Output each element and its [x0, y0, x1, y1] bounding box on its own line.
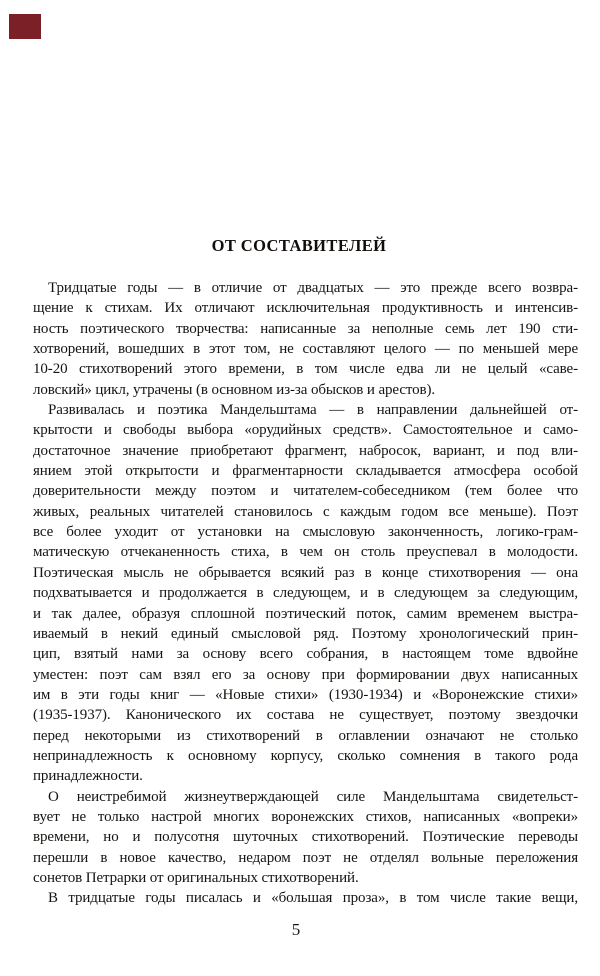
text-line: матическую отчеканенность стиха, в чем он столь преуспевал в молодости. — [33, 544, 578, 561]
text-line: перешли в новое качество, недаром поэт не отделял вольные переложения — [33, 849, 578, 866]
text-line: цип, взятый нами за основу всего собрания, в настоящем томе вдвойне — [33, 646, 578, 663]
text-line: Поэтическая мысль не обрывается всякий раз в конце стихотворения — она — [33, 564, 578, 581]
paragraph — [33, 787, 578, 889]
text-line: Развивалась и поэтика Мандельштама — в направлении дальнейшей от- — [48, 402, 578, 419]
text-line: янием этой открытости и фрагментарности складывается атмосфера особой — [33, 463, 578, 480]
text-line: достаточное значение приобретают фрагмент, набросок, вариант, и под вли- — [33, 442, 578, 459]
paragraph — [33, 278, 578, 400]
text-line: О неистребимой жизнеутверждающей силе Мандельштама свидетельст- — [48, 788, 578, 805]
text-line: подхватывается и продолжается в следующем, и в следующем за следующим, — [33, 585, 578, 602]
text-line: вует не только настрой многих воронежских стихов, написанных «вопреки» — [33, 808, 578, 825]
text-line: все более уходит от установки на смысловую законченность, логико-грам- — [33, 524, 578, 541]
corner-red-marker — [9, 14, 41, 39]
text-line: непринадлежность к основному корпусу, сколько сомнения в такого рода — [33, 747, 578, 764]
text-line: и так далее, образуя сплошной поэтический поток, самим временем выстра- — [33, 605, 578, 622]
text-line: В тридцатые годы писалась и «большая проза», в том числе такие вещи, — [48, 890, 578, 907]
text-line: хотворений, вошедших в этот том, не составляют целого — по меньшей мере — [33, 341, 578, 358]
text-line: принадлежности. — [33, 768, 143, 785]
text-line: (1935-1937). Канонического их состава не существует, поэтому звездочки — [33, 707, 578, 724]
text-line: живых, реальных читателей становилось с каждым годом все меньше). Поэт — [33, 503, 578, 520]
text-line: уместен: поэт сам взял его за основу при формировании двух написанных — [33, 666, 578, 683]
paragraph — [33, 400, 578, 787]
text-block — [33, 278, 578, 909]
text-line: ность поэтического творчества: написанные за неполные семь лет 190 сти- — [33, 320, 578, 337]
text-line: сонетов Петрарки от оригинальных стихотворений. — [33, 869, 359, 886]
text-line: крытости и свободы выбора «орудийных средств». Самостоятельное и само- — [33, 422, 578, 439]
text-line: перед некоторыми из стихотворений в оглавлении означают не столько — [33, 727, 578, 744]
text-line: 10-20 стихотворений этого времени, в том числе едва ли не целый «саве- — [33, 361, 578, 378]
page-number: 5 — [291, 920, 301, 939]
paragraph — [33, 888, 578, 908]
text-line: ловский» цикл, утрачены (в основном из-за обысков и арестов). — [33, 381, 436, 398]
text-line: иваемый в некий единый смысловой ряд. Поэтому хронологический прин- — [33, 625, 578, 642]
text-line: Тридцатые годы — в отличие от двадцатых — это прежде всего возвра- — [48, 280, 578, 296]
text-line: доверительности между поэтом и читателем-собеседником (тем более что — [33, 483, 578, 500]
page-title: ОТ СОСТАВИТЕЛЕЙ — [211, 236, 387, 255]
text-line: времени, но и полусотня шуточных стихотворений. Поэтические переводы — [33, 829, 578, 846]
text-line: щение к стихам. Их отличают исключительная продуктивность и интенсив- — [33, 300, 578, 317]
text-line: им в эти годы книг — «Новые стихи» (1930-1934) и «Воронежские стихи» — [33, 686, 578, 703]
